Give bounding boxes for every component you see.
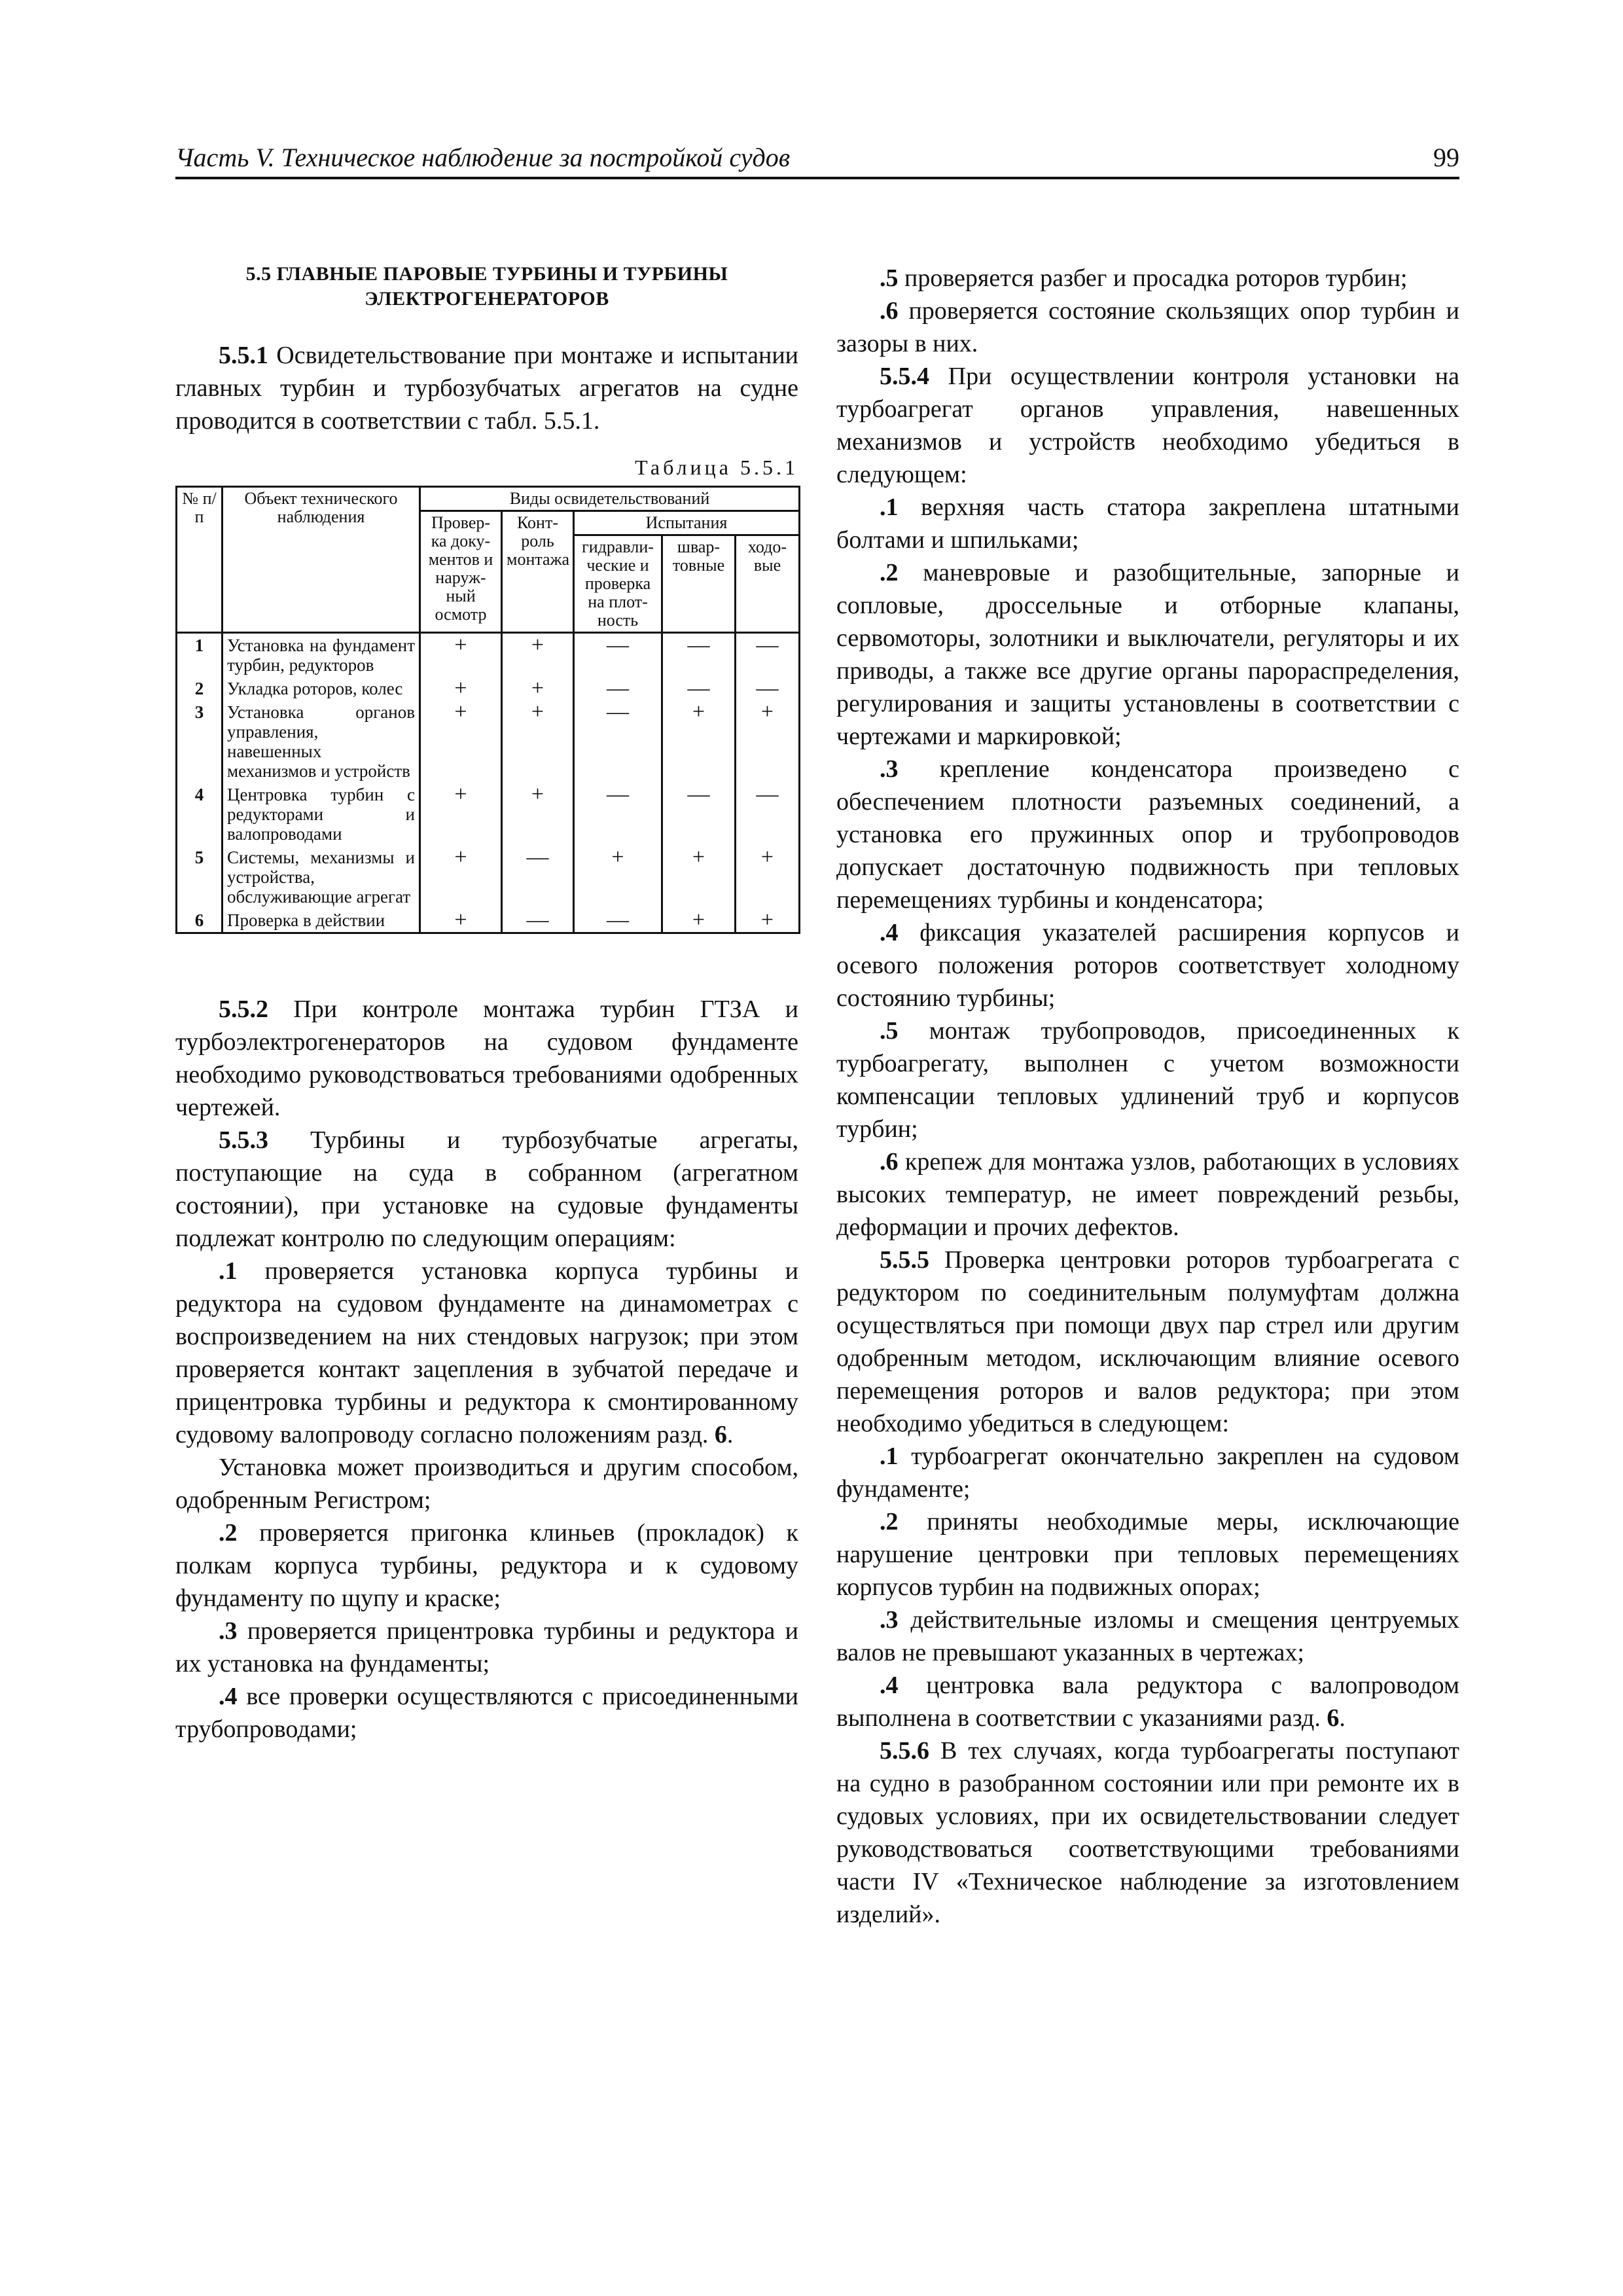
list-item: .5 проверяется разбег и просадка роторов турбин; bbox=[880, 264, 1408, 292]
list-item: .1 проверяется установка корпуса турбины и редуктора на судовом фундаменте на динамометрах с воспроизведением на них стендовых нагрузок; при этом проверяется контакт зацепления в зубчатой передаче и прицентровка турбины и редуктора к смонтированному судовому валопроводу согласно положениям разд. 6. bbox=[175, 1257, 798, 1448]
list-item: .1 верхняя часть статора закреплена штатными болтами и шпильками; bbox=[836, 493, 1459, 554]
list-item: .3 проверяется прицентровка турбины и редуктора и их установка на фундаменты; bbox=[175, 1617, 798, 1677]
list-item: .3 действительные изломы и смещения центруемых валов не превышают указанных в чертежах; bbox=[836, 1606, 1459, 1666]
page-number: 99 bbox=[1433, 143, 1459, 172]
table-row: 6 Проверка в действии + — — + + bbox=[177, 908, 800, 933]
table-row: 3 Установка органов управления, навешенных механизмов и устройств + + — + + bbox=[177, 700, 800, 783]
list-item: .6 крепеж для монтажа узлов, работающих в условиях высоких температур, не имеет повреждений резьбы, деформации и прочих дефектов. bbox=[836, 1148, 1459, 1241]
paragraph-5-5-4: 5.5.4 При осуществлении контроля установки на турбоагрегат органов управления, навешенных механизмов и устройств необходимо убедиться в следующем: bbox=[836, 363, 1459, 488]
paragraph-5-5-5: 5.5.5 Проверка центровки роторов турбоагрегата с редуктором по соединительным полумуфтам должна осуществляться при помощи двух пар стрел или другим одобренным методом, исключающим влияние осевого перемещения роторов и валов редуктора; при этом необходимо убедиться в следующем: bbox=[836, 1246, 1459, 1437]
left-column bbox=[175, 262, 798, 1746]
paragraph-5-5-6: 5.5.6 В тех случаях, когда турбоагрегаты поступают на судно в разобранном состоянии или при ремонте их в судовых условиях, при их освидетельствовании следует руководствоваться соответствующими требованиями части IV «Техническое наблюдение за изготовлением изделий». bbox=[836, 1737, 1459, 1928]
table-row: 1 Установка на фундамент турбин, редукторов + + — — — bbox=[177, 633, 800, 677]
list-item: .2 приняты необходимые меры, исключающие нарушение центровки при тепловых перемещениях корпусов турбин на подвижных опорах; bbox=[836, 1508, 1459, 1601]
header-moor: швар-товные bbox=[662, 535, 736, 633]
header-tests: Испытания bbox=[574, 511, 800, 535]
right-column bbox=[836, 262, 1459, 1931]
section-title-line-1: 5.5 ГЛАВНЫЕ ПАРОВЫЕ ТУРБИНЫ И ТУРБИНЫ bbox=[245, 263, 728, 285]
list-item: .5 монтаж трубопроводов, присоединенных к турбоагрегату, выполнен с учетом возможности компенсации тепловых удлинений труб и корпусов турбин; bbox=[836, 1017, 1459, 1143]
table-row: 4 Центровка турбин с редукторами и валопроводами + + — — — bbox=[177, 783, 800, 846]
header-mount: Конт-роль монтажа bbox=[502, 511, 574, 633]
list-item: .4 центровка вала редуктора с валопроводом выполнена в соответствии с указаниями разд. 6. bbox=[836, 1672, 1459, 1732]
list-item: .1 турбоагрегат окончательно закреплен на судовом фундаменте; bbox=[836, 1443, 1459, 1503]
section-title-line-2: ЭЛЕКТРОГЕНЕРАТОРОВ bbox=[365, 288, 609, 310]
paragraph-5-5-1: 5.5.1 Освидетельствование при монтаже и испытании главных турбин и турбозубчатых агрегатов на судне проводится в соответствии с табл. 5.5.1. bbox=[175, 342, 798, 435]
header-object: Объект технического наблюдения bbox=[223, 487, 420, 633]
list-item: .2 маневровые и разобщительные, запорные и сопловые, дроссельные и отборные клапаны, сервомоторы, золотники и выключатели, регуляторы и их приводы, а также все другие органы парораспределения, регулирования и защиты установлены в соответствии с чертежами и маркировкой; bbox=[836, 559, 1459, 750]
inspection-table bbox=[175, 486, 800, 934]
list-item: .6 проверяется состояние скользящих опор турбин и зазоры в них. bbox=[836, 297, 1459, 357]
list-item: .3 крепление конденсатора произведено с обеспечением плотности разъемных соединений, а установка его пружинных опор и трубопроводов допускает достаточную подвижность при тепловых перемещениях турбины и конденсатора; bbox=[836, 755, 1459, 914]
header-kinds: Виды освидетельствований bbox=[420, 487, 800, 511]
list-item: .4 фиксация указателей расширения корпусов и осевого положения роторов соответствует холодному состоянию турбины; bbox=[836, 919, 1459, 1012]
running-header bbox=[175, 143, 1459, 179]
table-row: 2 Укладка роторов, колес + + — — — bbox=[177, 677, 800, 700]
header-sea: ходо-вые bbox=[736, 535, 800, 633]
header-title: Часть V. Техническое наблюдение за постройкой судов bbox=[175, 143, 791, 172]
list-item: .4 все проверки осуществляются с присоединенными трубопроводами; bbox=[175, 1683, 798, 1743]
list-item: .2 проверяется пригонка клиньев (прокладок) к полкам корпуса турбины, редуктора и к судовому фундаменту по щупу и краске; bbox=[175, 1519, 798, 1612]
table-row: 5 Системы, механизмы и устройства, обслуживающие агрегат + — + + + bbox=[177, 846, 800, 908]
header-hydro: гидравли-ческие и проверка на плот-ность bbox=[574, 535, 662, 633]
header-no: № п/п bbox=[177, 487, 223, 633]
section-title bbox=[175, 262, 798, 312]
paragraph-5-5-3: 5.5.3 Турбины и турбозубчатые агрегаты, поступающие на суда в собранном (агрегатном состоянии), при установке на судовые фундаменты подлежат контролю по следующим операциям: bbox=[175, 1126, 798, 1252]
table-caption: Таблица 5.5.1 bbox=[635, 456, 798, 479]
list-item-note: Установка может производиться и другим способом, одобренным Регистром; bbox=[175, 1454, 798, 1514]
paragraph-5-5-2: 5.5.2 При контроле монтажа турбин ГТЗА и турбоэлектрогенераторов на судовом фундаменте необходимо руководствоваться требованиями одобренных чертежей. bbox=[175, 996, 798, 1121]
clause-number: 5.5.1 bbox=[219, 342, 268, 369]
header-docs: Провер-ка доку-ментов и наруж-ный осмотр bbox=[420, 511, 502, 633]
